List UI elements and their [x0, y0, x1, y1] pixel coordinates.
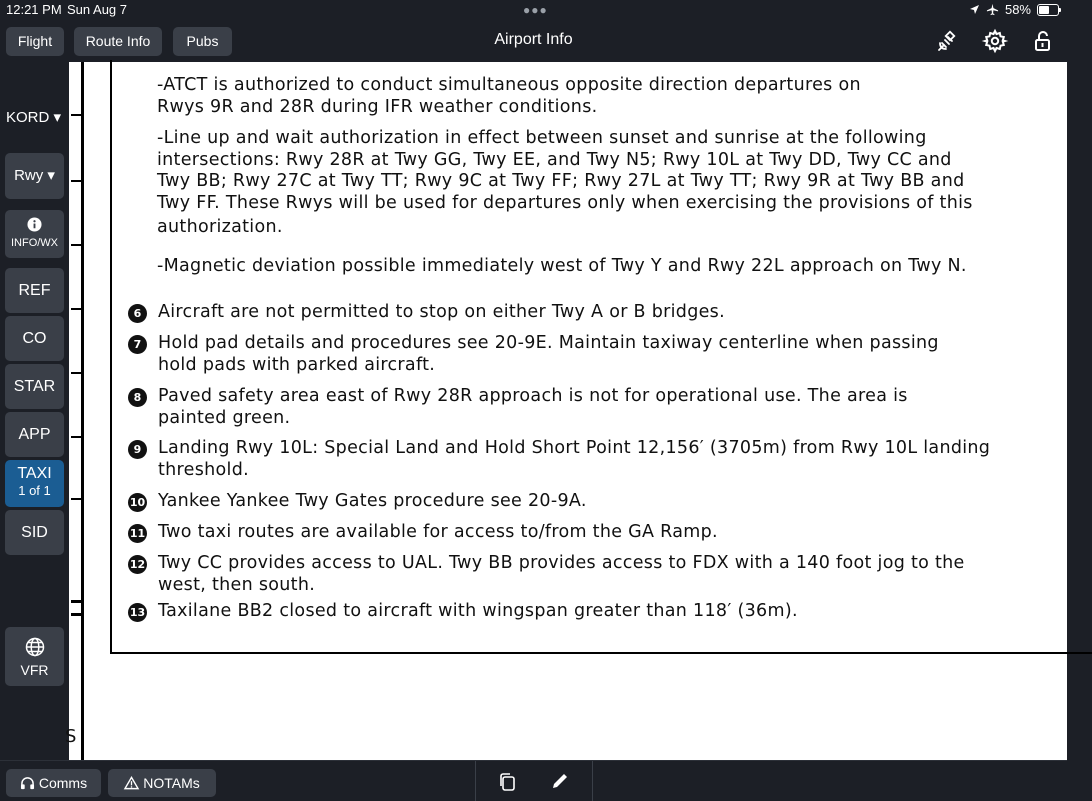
taxi-button[interactable] — [5, 460, 64, 507]
warning-icon — [124, 776, 139, 790]
note-text-line: Twy BB; Rwy 27C at Twy TT; Rwy 9C at Twy FF; Rwy 27L at Twy TT; Rwy 9R at Twy BB and — [157, 171, 965, 191]
lock-open-icon[interactable] — [1031, 29, 1055, 53]
top-nav-bar — [0, 20, 1067, 62]
app-button[interactable]: APP — [5, 412, 64, 457]
note-text-line: Paved safety area east of Rwy 28R approach is not for operational use. The area is — [158, 386, 908, 406]
note-text-line: Hold pad details and procedures see 20-9E. Maintain taxiway centerline when passing — [158, 333, 939, 353]
note-text-line: Yankee Yankee Twy Gates procedure see 20-9A. — [158, 491, 587, 511]
info-wx-label: INFO/WX — [10, 237, 59, 249]
note-text-line: Landing Rwy 10L: Special Land and Hold Short Point 12,156′ (3705m) from Rwy 10L landing — [158, 438, 991, 458]
co-button[interactable]: CO — [5, 316, 64, 361]
note-text-line: -ATCT is authorized to conduct simultaneous opposite direction departures on — [157, 75, 861, 95]
sid-button[interactable]: SID — [5, 510, 64, 555]
note-text-line: Two taxi routes are available for access to/from the GA Ramp. — [158, 522, 718, 542]
headphones-icon — [20, 776, 35, 790]
left-sidebar — [0, 62, 69, 760]
note-text-line: painted green. — [158, 408, 291, 428]
globe-icon — [25, 637, 45, 657]
note-text-line: Twy CC provides access to UAL. Twy BB provides access to FDX with a 140 foot jog to the — [158, 553, 965, 573]
star-button[interactable]: STAR — [5, 364, 64, 409]
gear-icon[interactable] — [983, 29, 1007, 53]
bottom-toolbar — [0, 760, 1067, 801]
note-number-badge: 8 — [128, 388, 147, 407]
chart-margin-ruler — [69, 62, 85, 760]
comms-button[interactable] — [6, 769, 101, 797]
status-bar — [0, 0, 1067, 20]
note-number-badge: 13 — [128, 603, 147, 622]
multitask-dots-icon[interactable]: ●●● — [523, 3, 548, 17]
taxi-label: TAXI — [17, 465, 52, 482]
status-date: Sun Aug 7 — [67, 2, 127, 17]
note-text-line: -Magnetic deviation possible immediately west of Twy Y and Rwy 22L approach on Twy N. — [157, 256, 967, 276]
battery-icon — [1037, 4, 1059, 16]
page-title: Airport Info — [494, 31, 573, 48]
note-text-line: threshold. — [158, 460, 249, 480]
taxi-page-count: 1 of 1 — [18, 483, 51, 498]
info-wx-button[interactable] — [5, 210, 64, 258]
note-text-line: Taxilane BB2 closed to aircraft with wingspan greater than 118′ (36m). — [158, 601, 798, 621]
note-number-badge: 7 — [128, 335, 147, 354]
note-number-badge: 9 — [128, 440, 147, 459]
note-text-line: intersections: Rwy 28R at Twy GG, Twy EE, and Twy N5; Rwy 10L at Twy DD, Twy CC and — [157, 150, 952, 170]
vfr-button[interactable] — [5, 627, 64, 686]
airplane-mode-icon — [986, 3, 999, 16]
airport-selector[interactable]: KORD ▾ — [6, 109, 62, 126]
vfr-label: VFR — [20, 662, 49, 678]
margin-letter: S — [65, 726, 77, 747]
notams-label: NOTAMs — [143, 775, 200, 791]
note-number-badge: 12 — [128, 555, 147, 574]
note-number-badge: 11 — [128, 524, 147, 543]
battery-percent: 58% — [1004, 2, 1031, 17]
info-icon — [27, 217, 42, 232]
note-number-badge: 6 — [128, 304, 147, 323]
note-number-badge: 10 — [128, 493, 147, 512]
note-text-line: Rwys 9R and 28R during IFR weather conditions. — [157, 97, 598, 117]
runway-selector[interactable]: Rwy ▾ — [5, 153, 64, 199]
comms-label: Comms — [38, 775, 88, 791]
satellite-icon[interactable] — [936, 29, 960, 53]
note-text-line: west, then south. — [158, 575, 316, 595]
route-info-button[interactable]: Route Info — [74, 27, 162, 56]
ref-button[interactable]: REF — [5, 268, 64, 313]
note-text-line: hold pads with parked aircraft. — [158, 355, 436, 375]
location-arrow-icon — [969, 4, 980, 15]
status-time: 12:21 PM — [6, 2, 62, 17]
note-text-line: Twy FF. These Rwys will be used for departures only when exercising the provisions of this — [157, 193, 973, 213]
chart-document[interactable] — [65, 62, 1067, 760]
note-text-line: authorization. — [157, 217, 283, 237]
pages-icon[interactable] — [496, 771, 518, 793]
flight-button[interactable]: Flight — [6, 27, 64, 56]
note-text-line: -Line up and wait authorization in effect between sunset and sunrise at the following — [157, 128, 927, 148]
notams-button[interactable] — [108, 769, 216, 797]
pencil-icon[interactable] — [550, 771, 570, 791]
pubs-button[interactable]: Pubs — [173, 27, 232, 56]
note-text-line: Aircraft are not permitted to stop on either Twy A or B bridges. — [158, 302, 725, 322]
